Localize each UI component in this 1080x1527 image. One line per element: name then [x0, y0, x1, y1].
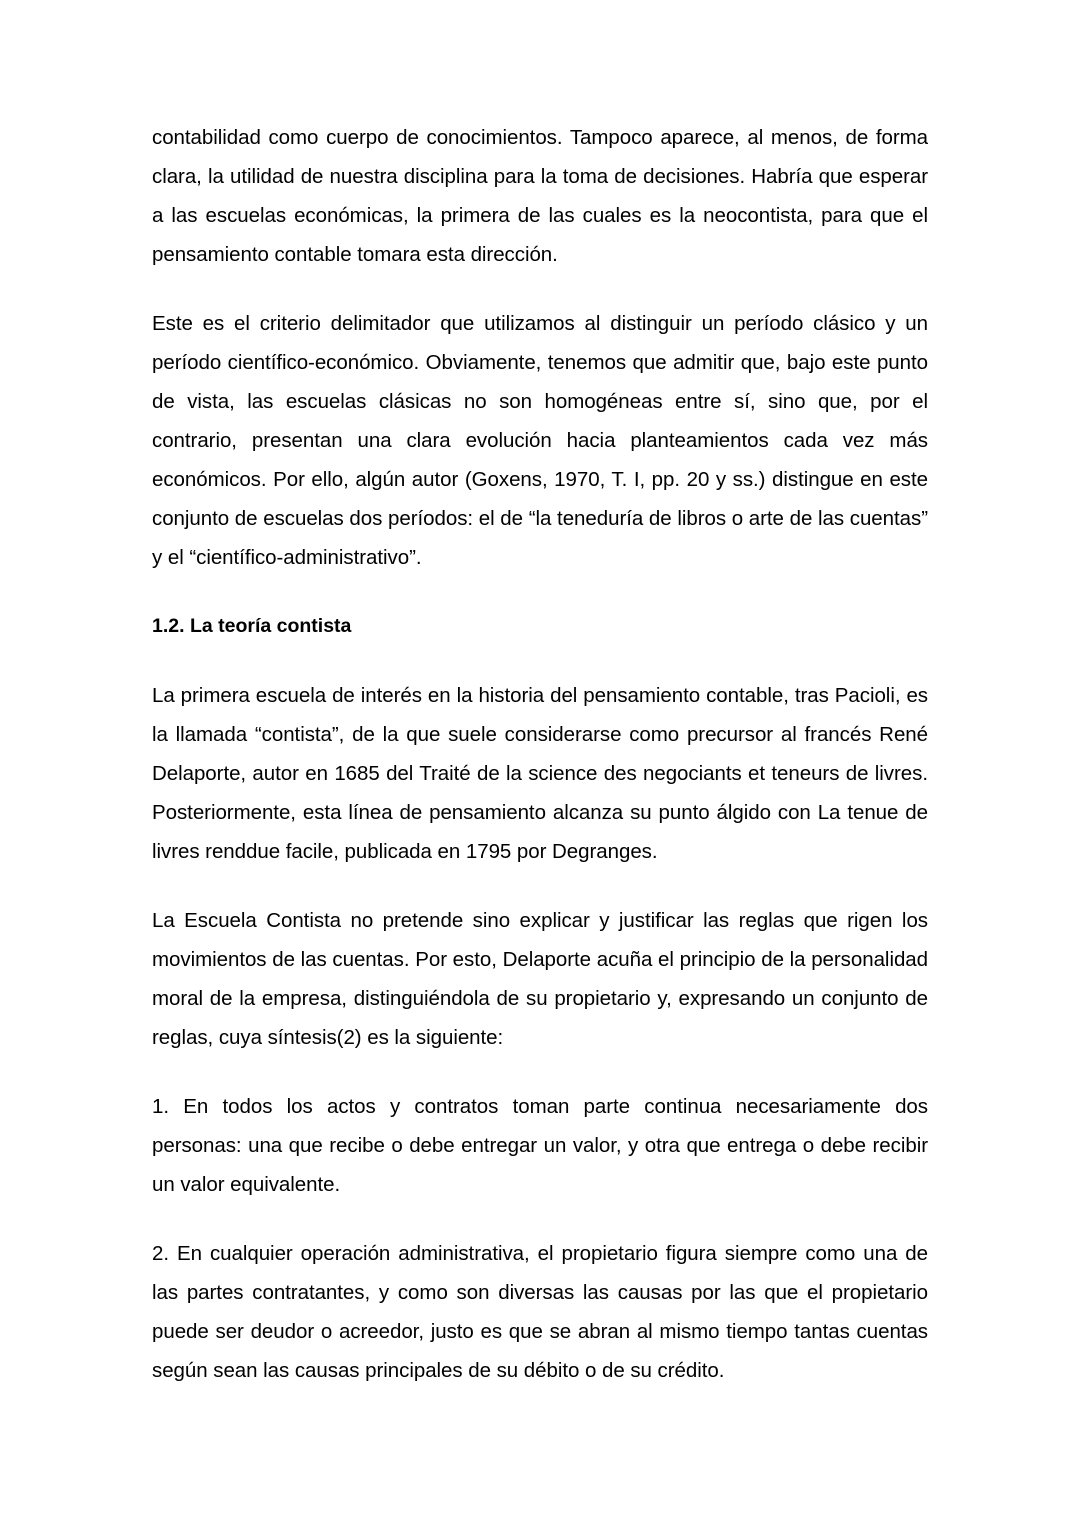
paragraph-escuela-contista-reglas: La Escuela Contista no pretende sino explicar y justificar las reglas que rigen los movimientos de las cuentas. Por esto, Delaporte acuña el principio de la personalidad moral de la empresa, distinguiéndola de su propietario y, expresando un conjunto de reglas, cuya síntesis(2) es la siguiente: — [152, 909, 928, 1049]
numbered-item-1: 1. En todos los actos y contratos toman parte continua necesariamente dos personas: una que recibe o debe entregar un valor, y otra que entrega o debe recibir un valor equivalente. — [152, 1095, 928, 1196]
section-heading-1-2-la-teoria-contista: 1.2. La teoría contista — [152, 615, 352, 637]
paragraph-contabilidad-cuerpo-conocimientos: contabilidad como cuerpo de conocimientos. Tampoco aparece, al menos, de forma clara, la utilidad de nuestra disciplina para la toma de decisiones. Habría que esperar a las escuelas económicas, la primera de las cuales es la neocontista, para que el pensamiento contable tomara esta dirección. — [152, 126, 928, 266]
paragraph-criterio-delimitador: Este es el criterio delimitador que utilizamos al distinguir un período clásico y un período científico-económico. Obviamente, tenemos que admitir que, bajo este punto de vista, las escuelas clásicas no son homogéneas entre sí, sino que, por el contrario, presentan una clara evolución hacia planteamientos cada vez más económicos. Por ello, algún autor (Goxens, 1970, T. I, pp. 20 y ss.) distingue en este conjunto de escuelas dos períodos: el de “la teneduría de libros o arte de las cuentas” y el “científico-administrativo”. — [152, 312, 928, 569]
document-text-column — [152, 118, 928, 1420]
paragraph-primera-escuela-interes: La primera escuela de interés en la historia del pensamiento contable, tras Pacioli, es la llamada “contista”, de la que suele considerarse como precursor al francés René Delaporte, autor en 1685 del Traité de la science des negociants et teneurs de livres. Posteriormente, esta línea de pensamiento alcanza su punto álgido con La tenue de livres renddue facile, publicada en 1795 por Degranges. — [152, 684, 928, 863]
numbered-item-2: 2. En cualquier operación administrativa, el propietario figura siempre como una de las partes contratantes, y como son diversas las causas por las que el propietario puede ser deudor o acreedor, justo es que se abran al mismo tiempo tantas cuentas según sean las causas principales de su débito o de su crédito. — [152, 1242, 928, 1382]
